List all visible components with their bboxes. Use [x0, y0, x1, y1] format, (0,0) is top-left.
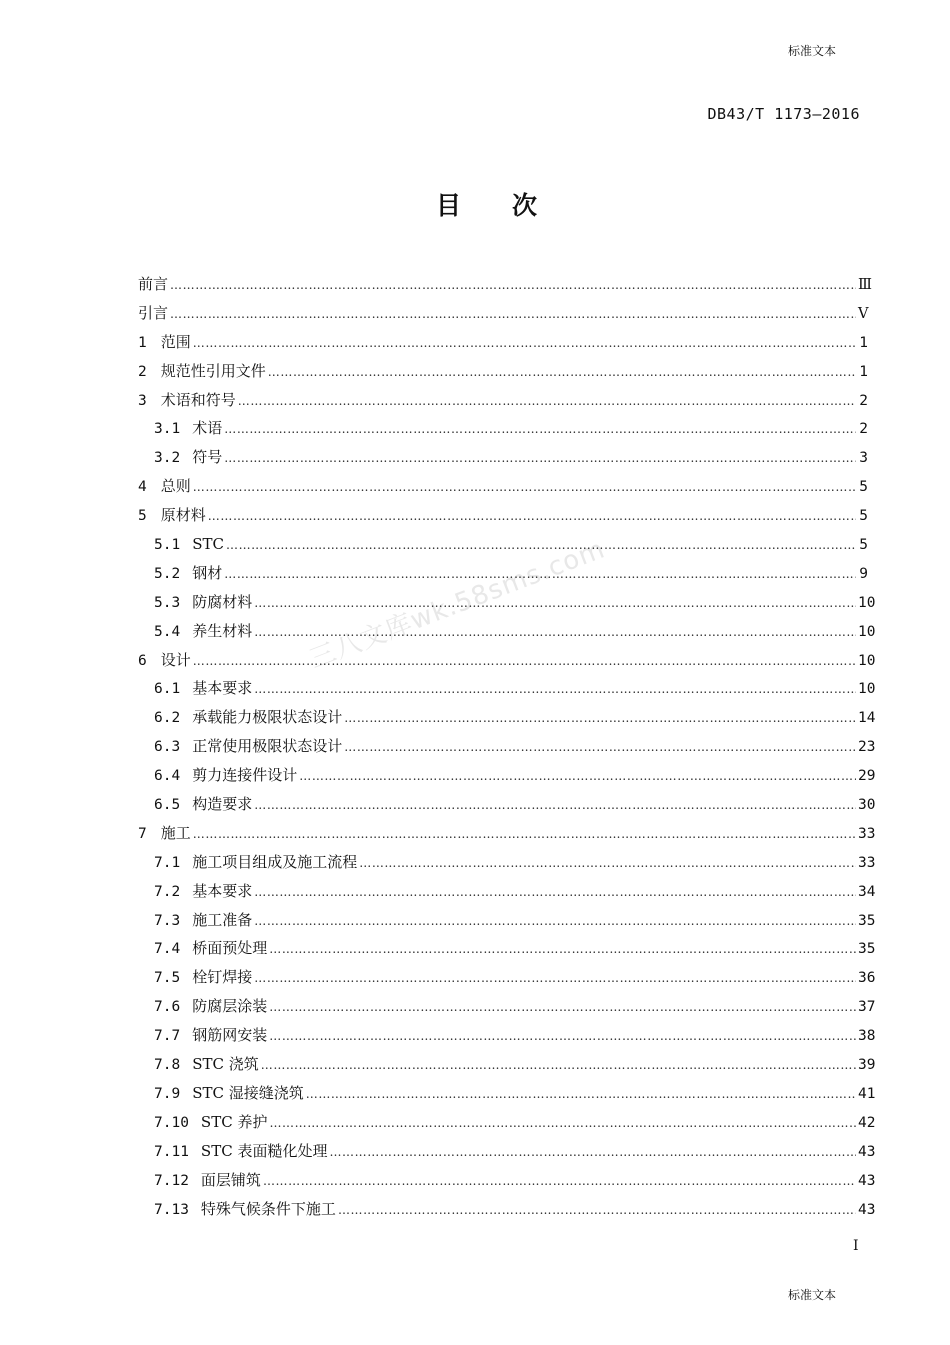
- toc-entry-page: 29: [858, 768, 876, 785]
- toc-dot-leader: [193, 473, 856, 501]
- toc-dot-leader: [329, 1138, 856, 1166]
- toc-entry-page: 33: [858, 825, 876, 842]
- toc-entry-page: 43: [858, 1172, 876, 1189]
- toc-entry[interactable]: [138, 617, 876, 646]
- toc-entry-page: 35: [858, 941, 876, 958]
- toc-entry-title: STC 表面糙化处理: [200, 1141, 328, 1160]
- toc-entry[interactable]: [138, 1050, 876, 1079]
- toc-dot-leader: [170, 271, 856, 299]
- toc-entry-title: 术语和符号: [160, 390, 236, 409]
- toc-entry[interactable]: [138, 1021, 876, 1050]
- toc-entry-number: 7.8: [154, 1057, 181, 1074]
- toc-dot-leader: [268, 358, 856, 386]
- toc-entry-page: 3: [859, 450, 868, 467]
- toc-entry[interactable]: [138, 1108, 876, 1137]
- toc-dot-leader: [344, 733, 856, 761]
- toc-entry-page: 43: [858, 1143, 876, 1160]
- toc-entry[interactable]: [138, 328, 868, 357]
- toc-entry[interactable]: [138, 1079, 876, 1108]
- toc-entry-number: 4: [138, 479, 147, 496]
- toc-entry[interactable]: [138, 414, 868, 443]
- toc-dot-leader: [254, 964, 856, 992]
- toc-dot-leader: [338, 1196, 856, 1224]
- toc-entry-number: 7.13: [154, 1201, 189, 1218]
- toc-entry-page: 34: [858, 883, 876, 900]
- toc-entry-page: 10: [858, 594, 876, 611]
- toc-entry[interactable]: [138, 877, 876, 906]
- toc-entry-title: 桥面预处理: [192, 939, 268, 958]
- toc-dot-leader: [269, 993, 856, 1021]
- toc-entry-page: 43: [858, 1201, 876, 1218]
- toc-entry-page: 23: [858, 739, 876, 756]
- toc-entry[interactable]: [138, 963, 876, 992]
- toc-entry[interactable]: [138, 1137, 876, 1166]
- toc-entry-title: 钢材: [192, 563, 223, 582]
- toc-entry-title: STC 浇筑: [192, 1055, 259, 1074]
- toc-dot-leader: [269, 1022, 856, 1050]
- toc-entry[interactable]: [138, 270, 872, 299]
- toc-entry-title: 原材料: [160, 506, 206, 525]
- document-number: DB43/T 1173—2016: [707, 105, 860, 123]
- toc-entry-title: 施工: [160, 823, 191, 842]
- toc-entry-number: 7.12: [154, 1172, 189, 1189]
- toc-entry-title: 养生材料: [192, 621, 253, 640]
- page-number: I: [853, 1238, 859, 1254]
- toc-entry-page: 1: [859, 334, 868, 351]
- toc-entry-page: 10: [858, 623, 876, 640]
- toc-entry-number: 2: [138, 363, 147, 380]
- toc-entry-title: STC: [192, 535, 224, 554]
- toc-entry-number: 6.3: [154, 739, 181, 756]
- toc-dot-leader: [254, 618, 856, 646]
- toc-entry-page: 38: [858, 1028, 876, 1045]
- toc-entry-title: 承载能力极限状态设计: [192, 708, 343, 727]
- toc-entry[interactable]: [138, 501, 868, 530]
- toc-entry[interactable]: [138, 646, 876, 675]
- toc-entry-title: 范围: [160, 332, 191, 351]
- toc-entry[interactable]: [138, 934, 876, 963]
- toc-entry-page: 14: [858, 710, 876, 727]
- toc-entry-page: 10: [858, 681, 876, 698]
- toc-dot-leader: [263, 1167, 856, 1195]
- toc-entry[interactable]: [138, 790, 876, 819]
- toc-entry-page: 39: [858, 1057, 876, 1074]
- toc-entry-number: 5: [138, 508, 147, 525]
- toc-entry-title: 剪力连接件设计: [192, 766, 298, 785]
- page-title-part1: 目: [436, 191, 462, 220]
- toc-entry-page: 33: [858, 854, 876, 871]
- toc-entry-number: 5.1: [154, 537, 181, 554]
- toc-entry-page: Ⅴ: [858, 305, 869, 322]
- toc-entry-page: 2: [859, 392, 868, 409]
- toc-dot-leader: [269, 1109, 856, 1137]
- toc-entry-page: 41: [858, 1085, 876, 1102]
- toc-entry-page: 1: [859, 363, 868, 380]
- toc-dot-leader: [359, 849, 856, 877]
- toc-entry[interactable]: [138, 703, 876, 732]
- toc-entry[interactable]: [138, 1166, 876, 1195]
- toc-entry-number: 5.4: [154, 623, 181, 640]
- toc-entry[interactable]: [138, 992, 876, 1021]
- toc-entry-title: 规范性引用文件: [160, 361, 266, 380]
- toc-entry[interactable]: [138, 357, 868, 386]
- toc-entry-title: 防腐材料: [192, 592, 253, 611]
- toc-dot-leader: [224, 415, 856, 443]
- toc-entry-page: Ⅲ: [858, 277, 872, 293]
- toc-dot-leader: [254, 675, 856, 703]
- toc-entry-title: STC 湿接缝浇筑: [192, 1083, 304, 1102]
- toc-entry-page: 10: [858, 652, 876, 669]
- toc-entry[interactable]: [138, 906, 876, 935]
- toc-entry-page: 9: [859, 565, 868, 582]
- toc-entry[interactable]: [138, 299, 868, 328]
- toc-entry-title: 总则: [160, 477, 191, 496]
- toc-entry-number: 7.7: [154, 1028, 181, 1045]
- toc-entry-title: 术语: [192, 419, 223, 438]
- toc-entry-title: 栓钉焊接: [192, 968, 253, 987]
- page-title-part2: 次: [512, 191, 538, 220]
- toc-entry[interactable]: [138, 588, 876, 617]
- toc-dot-leader: [299, 762, 856, 790]
- toc-entry-page: 5: [859, 508, 868, 525]
- toc-entry-number: 5.2: [154, 565, 181, 582]
- toc-entry-title: 符号: [192, 448, 223, 467]
- toc-dot-leader: [254, 907, 856, 935]
- toc-entry-page: 36: [858, 970, 876, 987]
- toc-entry-number: 3.2: [154, 450, 181, 467]
- toc-entry-number: 6.1: [154, 681, 181, 698]
- toc-entry-number: 7.1: [154, 854, 181, 871]
- toc-entry-number: 7.11: [154, 1143, 189, 1160]
- toc-entry-page: 42: [858, 1114, 876, 1131]
- toc-dot-leader: [344, 704, 856, 732]
- toc-entry[interactable]: [138, 472, 868, 501]
- toc-dot-leader: [306, 1080, 856, 1108]
- toc-dot-leader: [193, 647, 856, 675]
- toc-entry[interactable]: [138, 819, 876, 848]
- toc-entry-number: 6.2: [154, 710, 181, 727]
- header-standard-text-label: 标准文本: [787, 44, 836, 58]
- toc-entry[interactable]: [138, 1195, 876, 1224]
- toc-entry-page: 5: [859, 479, 868, 496]
- toc-entry-title: 基本要求: [192, 679, 253, 698]
- toc-dot-leader: [261, 1051, 856, 1079]
- toc-entry-number: 7.9: [154, 1085, 181, 1102]
- toc-dot-leader: [224, 444, 856, 472]
- toc-entry-number: 7.4: [154, 941, 181, 958]
- toc-entry[interactable]: [138, 530, 868, 559]
- toc-entry[interactable]: [138, 761, 876, 790]
- toc-entry-number: 6: [138, 652, 147, 669]
- toc-entry-title: 防腐层涂装: [192, 997, 268, 1016]
- toc-dot-leader: [254, 878, 856, 906]
- toc-entry[interactable]: [138, 559, 868, 588]
- toc-entry-number: 7.2: [154, 883, 181, 900]
- toc-entry-title: 施工准备: [192, 910, 253, 929]
- toc-entry-title: 引言: [138, 303, 169, 322]
- toc-entry-page: 37: [858, 999, 876, 1016]
- toc-dot-leader: [254, 791, 856, 819]
- toc-entry-title: STC 养护: [200, 1112, 268, 1131]
- toc-entry-title: 钢筋网安装: [192, 1026, 268, 1045]
- watermark: 三八文库wk.58sms.com: [305, 534, 610, 675]
- toc-entry-number: 6.4: [154, 768, 181, 785]
- toc-entry-page: 35: [858, 912, 876, 929]
- toc-entry-title: 施工项目组成及施工流程: [192, 852, 358, 871]
- toc-dot-leader: [224, 560, 856, 588]
- toc-entry-number: 7.5: [154, 970, 181, 987]
- toc-entry[interactable]: [138, 732, 876, 761]
- toc-entry-number: 3.1: [154, 421, 181, 438]
- toc-entry-number: 1: [138, 334, 147, 351]
- toc-entry-number: 7.3: [154, 912, 181, 929]
- toc-entry[interactable]: [138, 386, 868, 415]
- toc-dot-leader: [226, 531, 856, 559]
- footer-standard-text-label: 标准文本: [787, 1288, 836, 1302]
- toc-dot-leader: [193, 820, 856, 848]
- toc-entry-number: 7.6: [154, 999, 181, 1016]
- toc-entry-title: 正常使用极限状态设计: [192, 737, 343, 756]
- toc-dot-leader: [208, 502, 856, 530]
- toc-entry-title: 基本要求: [192, 881, 253, 900]
- table-of-contents: [138, 270, 876, 1223]
- toc-entry-title: 构造要求: [192, 795, 253, 814]
- toc-entry-number: 7: [138, 825, 147, 842]
- toc-entry-number: 7.10: [154, 1114, 189, 1131]
- toc-entry-title: 面层铺筑: [200, 1170, 261, 1189]
- toc-dot-leader: [170, 300, 856, 328]
- toc-dot-leader: [238, 387, 856, 415]
- toc-entry[interactable]: [138, 848, 876, 877]
- toc-entry-page: 5: [859, 537, 868, 554]
- toc-entry-title: 设计: [160, 650, 191, 669]
- toc-dot-leader: [193, 329, 856, 357]
- toc-entry[interactable]: [138, 674, 876, 703]
- toc-entry-number: 3: [138, 392, 147, 409]
- toc-entry-number: 6.5: [154, 797, 181, 814]
- toc-dot-leader: [254, 589, 856, 617]
- toc-dot-leader: [269, 935, 856, 963]
- toc-entry-page: 30: [858, 797, 876, 814]
- toc-entry-number: 5.3: [154, 594, 181, 611]
- toc-entry-title: 特殊气候条件下施工: [200, 1199, 336, 1218]
- toc-entry-title: 前言: [138, 275, 169, 293]
- toc-entry[interactable]: [138, 443, 868, 472]
- toc-entry-page: 2: [859, 421, 868, 438]
